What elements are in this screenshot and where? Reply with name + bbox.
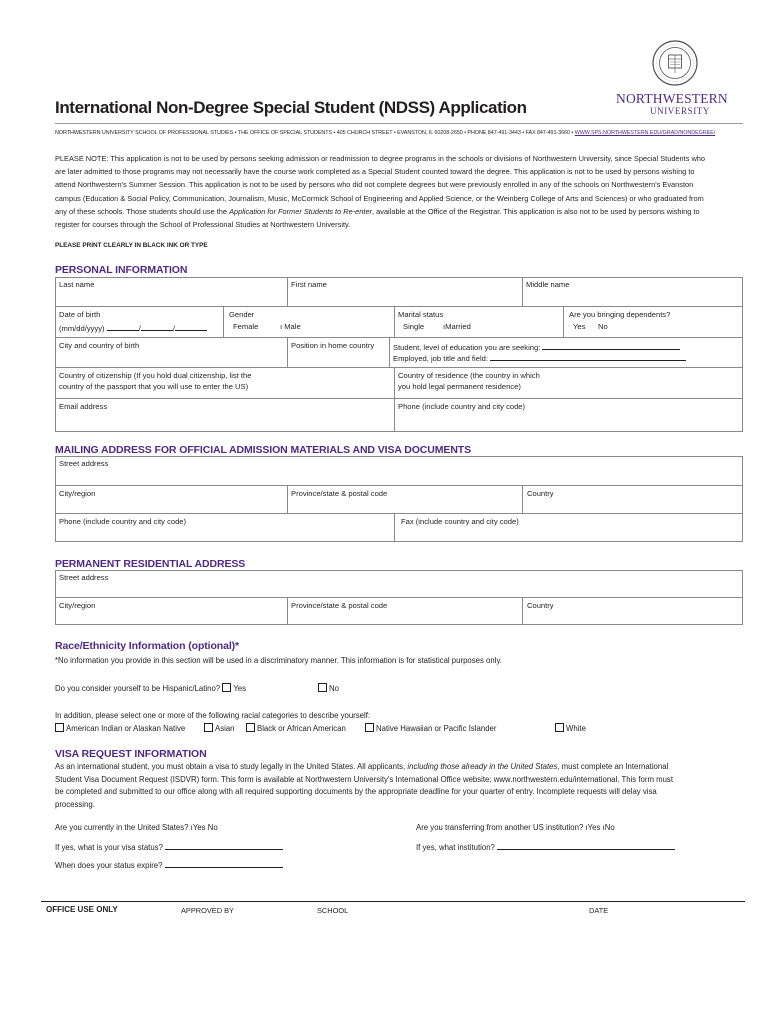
note-paragraph <box>55 152 745 231</box>
visa-line: processing. <box>55 799 95 809</box>
permanent-col-line <box>522 597 523 625</box>
mailing-row-line <box>55 485 743 486</box>
transfer-label: Are you transferring from another US institution? <box>416 823 584 832</box>
visa-italic: including those already in the United States <box>407 762 558 771</box>
dob-slash: / <box>138 324 141 333</box>
mailing-form-box <box>55 456 743 542</box>
note-text: any of these schools. Those students should use the <box>55 206 230 216</box>
mailing-city-field[interactable]: City/region <box>59 489 96 498</box>
gender-male-option[interactable] <box>280 322 301 332</box>
dependents-yes-option[interactable]: Yes <box>573 322 586 331</box>
personal-heading: PERSONAL INFORMATION <box>55 264 188 276</box>
residence-label: Country of residence (the country in which <box>398 371 540 380</box>
mailing-country-field[interactable]: Country <box>527 489 554 498</box>
print-clearly: PLEASE PRINT CLEARLY IN BLACK INK OR TYPE <box>55 242 208 249</box>
hispanic-label: Do you consider yourself to be Hispanic/Latino? <box>55 684 221 693</box>
personal-col-line <box>563 306 564 337</box>
last-name-field[interactable]: Last name <box>59 280 95 289</box>
option-label: American Indian or Alaskan Native <box>66 724 186 733</box>
student-level-label: Student, level of education you are seeking: <box>393 343 541 352</box>
in-us-no-option[interactable]: No <box>207 823 218 832</box>
radio-marker: ı <box>280 322 285 331</box>
dob-label: Date of birth <box>59 310 101 319</box>
permanent-city-field[interactable]: City/region <box>59 601 96 610</box>
mailing-province-field[interactable]: Province/state & postal code <box>291 489 388 498</box>
race-note: *No information you provide in this section will be used in a discriminatory manner. This information is for statistical purposes only. <box>55 656 502 665</box>
note-line: campus (Education & Social Policy, Communication, Journalism, Music, McCormick School of Engineering and Applied Science, or the Weinberg College of Arts and Sciences) or who graduated from <box>55 193 704 203</box>
visa-paragraph <box>55 761 745 811</box>
marital-married-option[interactable] <box>443 322 471 332</box>
date-label: DATE <box>589 906 609 915</box>
in-us-label: Are you currently in the United States? <box>55 823 189 832</box>
logo-university: UNIVERSITY <box>650 106 710 116</box>
transfer-question <box>416 823 615 833</box>
radio-marker: ı <box>443 322 446 331</box>
status-expire-field[interactable] <box>55 859 283 871</box>
note-line: attend Northwestern's Summer Session. This application is not to be used by persons who did not complete degrees but were previously enrolled in any of the schools on Northwestern's Evanston <box>55 180 694 190</box>
personal-row-line <box>55 367 743 368</box>
hispanic-no-label: No <box>329 684 339 693</box>
visa-line: be completed and submitted to our office along with all required supporting documents by the appropriate deadline for your quarter of entry. Incomplete requests will delay visa <box>55 787 657 796</box>
transfer-yes-label: Yes <box>587 823 601 832</box>
citizenship-label: Country of citizenship (If you hold dual citizenship, list the <box>59 371 252 380</box>
personal-col-line <box>394 306 395 337</box>
position-home-field[interactable]: Position in home country <box>291 341 375 350</box>
personal-col-line <box>223 306 224 337</box>
mailing-row-line <box>55 513 743 514</box>
office-use-label: OFFICE USE ONLY <box>46 905 118 914</box>
status-expire-label: When does your status expire? <box>55 861 163 870</box>
contact-text: NORTHWESTERN UNIVERSITY SCHOOL OF PROFESSIONAL STUDIES • THE OFFICE OF SPECIAL STUDENTS • 405 CHURCH STREET • EVANSTON, IL 60208-2650 • PHONE 847-491-3443 • FAX 847-491-3660 • <box>55 130 575 136</box>
contact-line <box>55 129 715 137</box>
office-rule <box>41 901 745 902</box>
transfer-no-option[interactable]: ıNo <box>602 823 615 832</box>
middle-name-field[interactable]: Middle name <box>526 280 570 289</box>
visa-status-blank[interactable] <box>165 841 283 850</box>
checkbox-icon <box>246 723 255 732</box>
university-seal <box>652 40 698 86</box>
gender-female-option[interactable]: Female <box>233 322 259 331</box>
in-us-yes-option[interactable]: ıYes <box>190 823 206 832</box>
dob-day-blank[interactable] <box>138 322 173 333</box>
status-expire-blank[interactable] <box>165 859 283 868</box>
marital-single-option[interactable]: Single <box>403 322 425 331</box>
race-option-american-indian[interactable] <box>55 723 185 734</box>
personal-row-line <box>55 398 743 399</box>
visa-text: As an international student, you must obtain a visa to study legally in the United States. All applicants, <box>55 762 408 771</box>
option-label: White <box>566 724 586 733</box>
permanent-country-field[interactable]: Country <box>527 601 554 610</box>
note-line: PLEASE NOTE: This application is not to be used by persons seeking admission or readmission to degree programs in the schools or divisions of Northwestern University, since Special Students who <box>55 154 706 163</box>
note-text: , available at the Office of the Registrar. This application is also not to be used by persons wishing to <box>372 206 700 216</box>
personal-col-line <box>287 337 288 367</box>
checkbox-icon <box>318 683 327 692</box>
mailing-street-field[interactable]: Street address <box>59 459 109 468</box>
title-rule <box>55 123 743 124</box>
mailing-fax-field[interactable]: Fax (include country and city code) <box>401 517 519 526</box>
race-option-hawaiian[interactable] <box>365 723 496 734</box>
race-heading: Race/Ethnicity Information (optional)* <box>55 640 240 652</box>
employed-blank[interactable] <box>490 352 686 361</box>
checkbox-icon <box>204 723 213 732</box>
mailing-phone-field[interactable]: Phone (include country and city code) <box>59 517 187 526</box>
permanent-street-field[interactable]: Street address <box>59 573 109 582</box>
contact-url-link[interactable]: WWW.SPS.NORTHWESTERN.EDU/GRAD/NONDEGREE/ <box>574 130 716 136</box>
permanent-col-line <box>287 597 288 625</box>
dependents-no-option[interactable]: No <box>598 322 608 331</box>
permanent-province-field[interactable]: Province/state & postal code <box>291 601 388 610</box>
hispanic-no-option[interactable] <box>318 683 339 694</box>
personal-col-line <box>389 337 390 367</box>
option-label: Asian <box>215 724 235 733</box>
dob-slash: / <box>172 324 175 333</box>
approved-by-label: APPROVED BY <box>181 906 234 915</box>
gender-label: Gender <box>229 310 255 319</box>
dob-field[interactable] <box>59 322 207 334</box>
race-categories-question: In addition, please select one or more of the following racial categories to describe yourself: <box>55 711 371 720</box>
dob-year-blank[interactable] <box>172 322 207 333</box>
hispanic-question <box>55 683 246 694</box>
checkbox-icon <box>365 723 374 732</box>
personal-col-line <box>522 277 523 306</box>
logo-northwestern: NORTHWESTERN <box>616 91 728 106</box>
race-option-black[interactable] <box>246 723 346 734</box>
mailing-col-line <box>522 485 523 513</box>
page-title: International Non-Degree Special Student (NDSS) Application <box>55 98 527 117</box>
personal-col-line <box>394 367 395 432</box>
transfer-yes-option[interactable]: ıYes <box>585 823 601 832</box>
residence-label: you hold legal permanent residence) <box>398 382 521 391</box>
race-option-asian[interactable] <box>204 723 235 734</box>
hispanic-yes-option[interactable] <box>222 684 246 693</box>
dependents-label: Are you bringing dependents? <box>569 310 671 319</box>
in-us-yes-label: Yes <box>192 823 206 832</box>
dob-month-blank[interactable] <box>107 322 139 331</box>
option-label: Native Hawaiian or Pacific Islander <box>376 724 497 733</box>
option-label: Black or African American <box>257 724 346 733</box>
student-level-blank[interactable] <box>542 341 680 350</box>
first-name-field[interactable]: First name <box>291 280 327 289</box>
email-field[interactable]: Email address <box>59 402 108 411</box>
employed-field[interactable] <box>393 352 686 364</box>
checkbox-icon <box>55 723 64 732</box>
mailing-heading: MAILING ADDRESS FOR OFFICIAL ADMISSION MATERIALS AND VISA DOCUMENTS <box>55 444 472 456</box>
mailing-col-line <box>287 485 288 513</box>
birth-city-field[interactable]: City and country of birth <box>59 341 140 350</box>
citizenship-label: country of the passport that you will use to enter the US) <box>59 382 249 391</box>
checkbox-icon <box>555 723 564 732</box>
marital-label: Marital status <box>398 310 444 319</box>
dob-format: (mm/dd/yyyy) <box>59 324 105 333</box>
school-label: SCHOOL <box>317 906 349 915</box>
checkbox-icon <box>222 683 231 692</box>
in-us-question <box>55 823 218 833</box>
transfer-no-label: No <box>604 823 615 832</box>
personal-col-line <box>287 277 288 306</box>
note-italic: Application for Former Students to Re-enter <box>229 206 373 216</box>
race-option-white[interactable] <box>555 723 586 734</box>
personal-row-line <box>55 337 743 338</box>
mailing-col-line <box>394 513 395 542</box>
employed-label: Employed, job title and field: <box>393 354 488 363</box>
personal-row-line <box>55 306 743 307</box>
visa-heading: VISA REQUEST INFORMATION <box>55 748 207 760</box>
visa-line: Student Visa Document Request (ISDVR) form. This form is available at Northwestern University's International Office website: www.northwestern.edu/international. This form must <box>55 774 673 784</box>
visa-line <box>55 761 745 774</box>
hispanic-yes-label: Yes <box>233 684 247 693</box>
institution-blank[interactable] <box>497 841 675 850</box>
visa-status-field[interactable] <box>55 841 283 853</box>
gender-male-label: Male <box>284 322 301 331</box>
seal-icon <box>652 40 698 86</box>
note-line: are later admitted to those programs may not necessarily have the course work completed as a Special Student counted toward the degree. This application is not to be used by persons wishing to <box>55 167 695 177</box>
institution-label: If yes, what institution? <box>416 843 495 852</box>
note-line <box>55 205 745 218</box>
permanent-heading: PERMANENT RESIDENTIAL ADDRESS <box>55 558 246 570</box>
visa-text: , must complete an International <box>557 762 669 771</box>
note-line: register for courses through the School of Professional Studies at Northwestern University. <box>55 220 351 230</box>
marital-married-label: Married <box>445 322 471 331</box>
visa-status-label: If yes, what is your visa status? <box>55 843 163 852</box>
permanent-row-line <box>55 597 743 598</box>
phone-field[interactable]: Phone (include country and city code) <box>398 402 526 411</box>
institution-field[interactable] <box>416 841 675 853</box>
